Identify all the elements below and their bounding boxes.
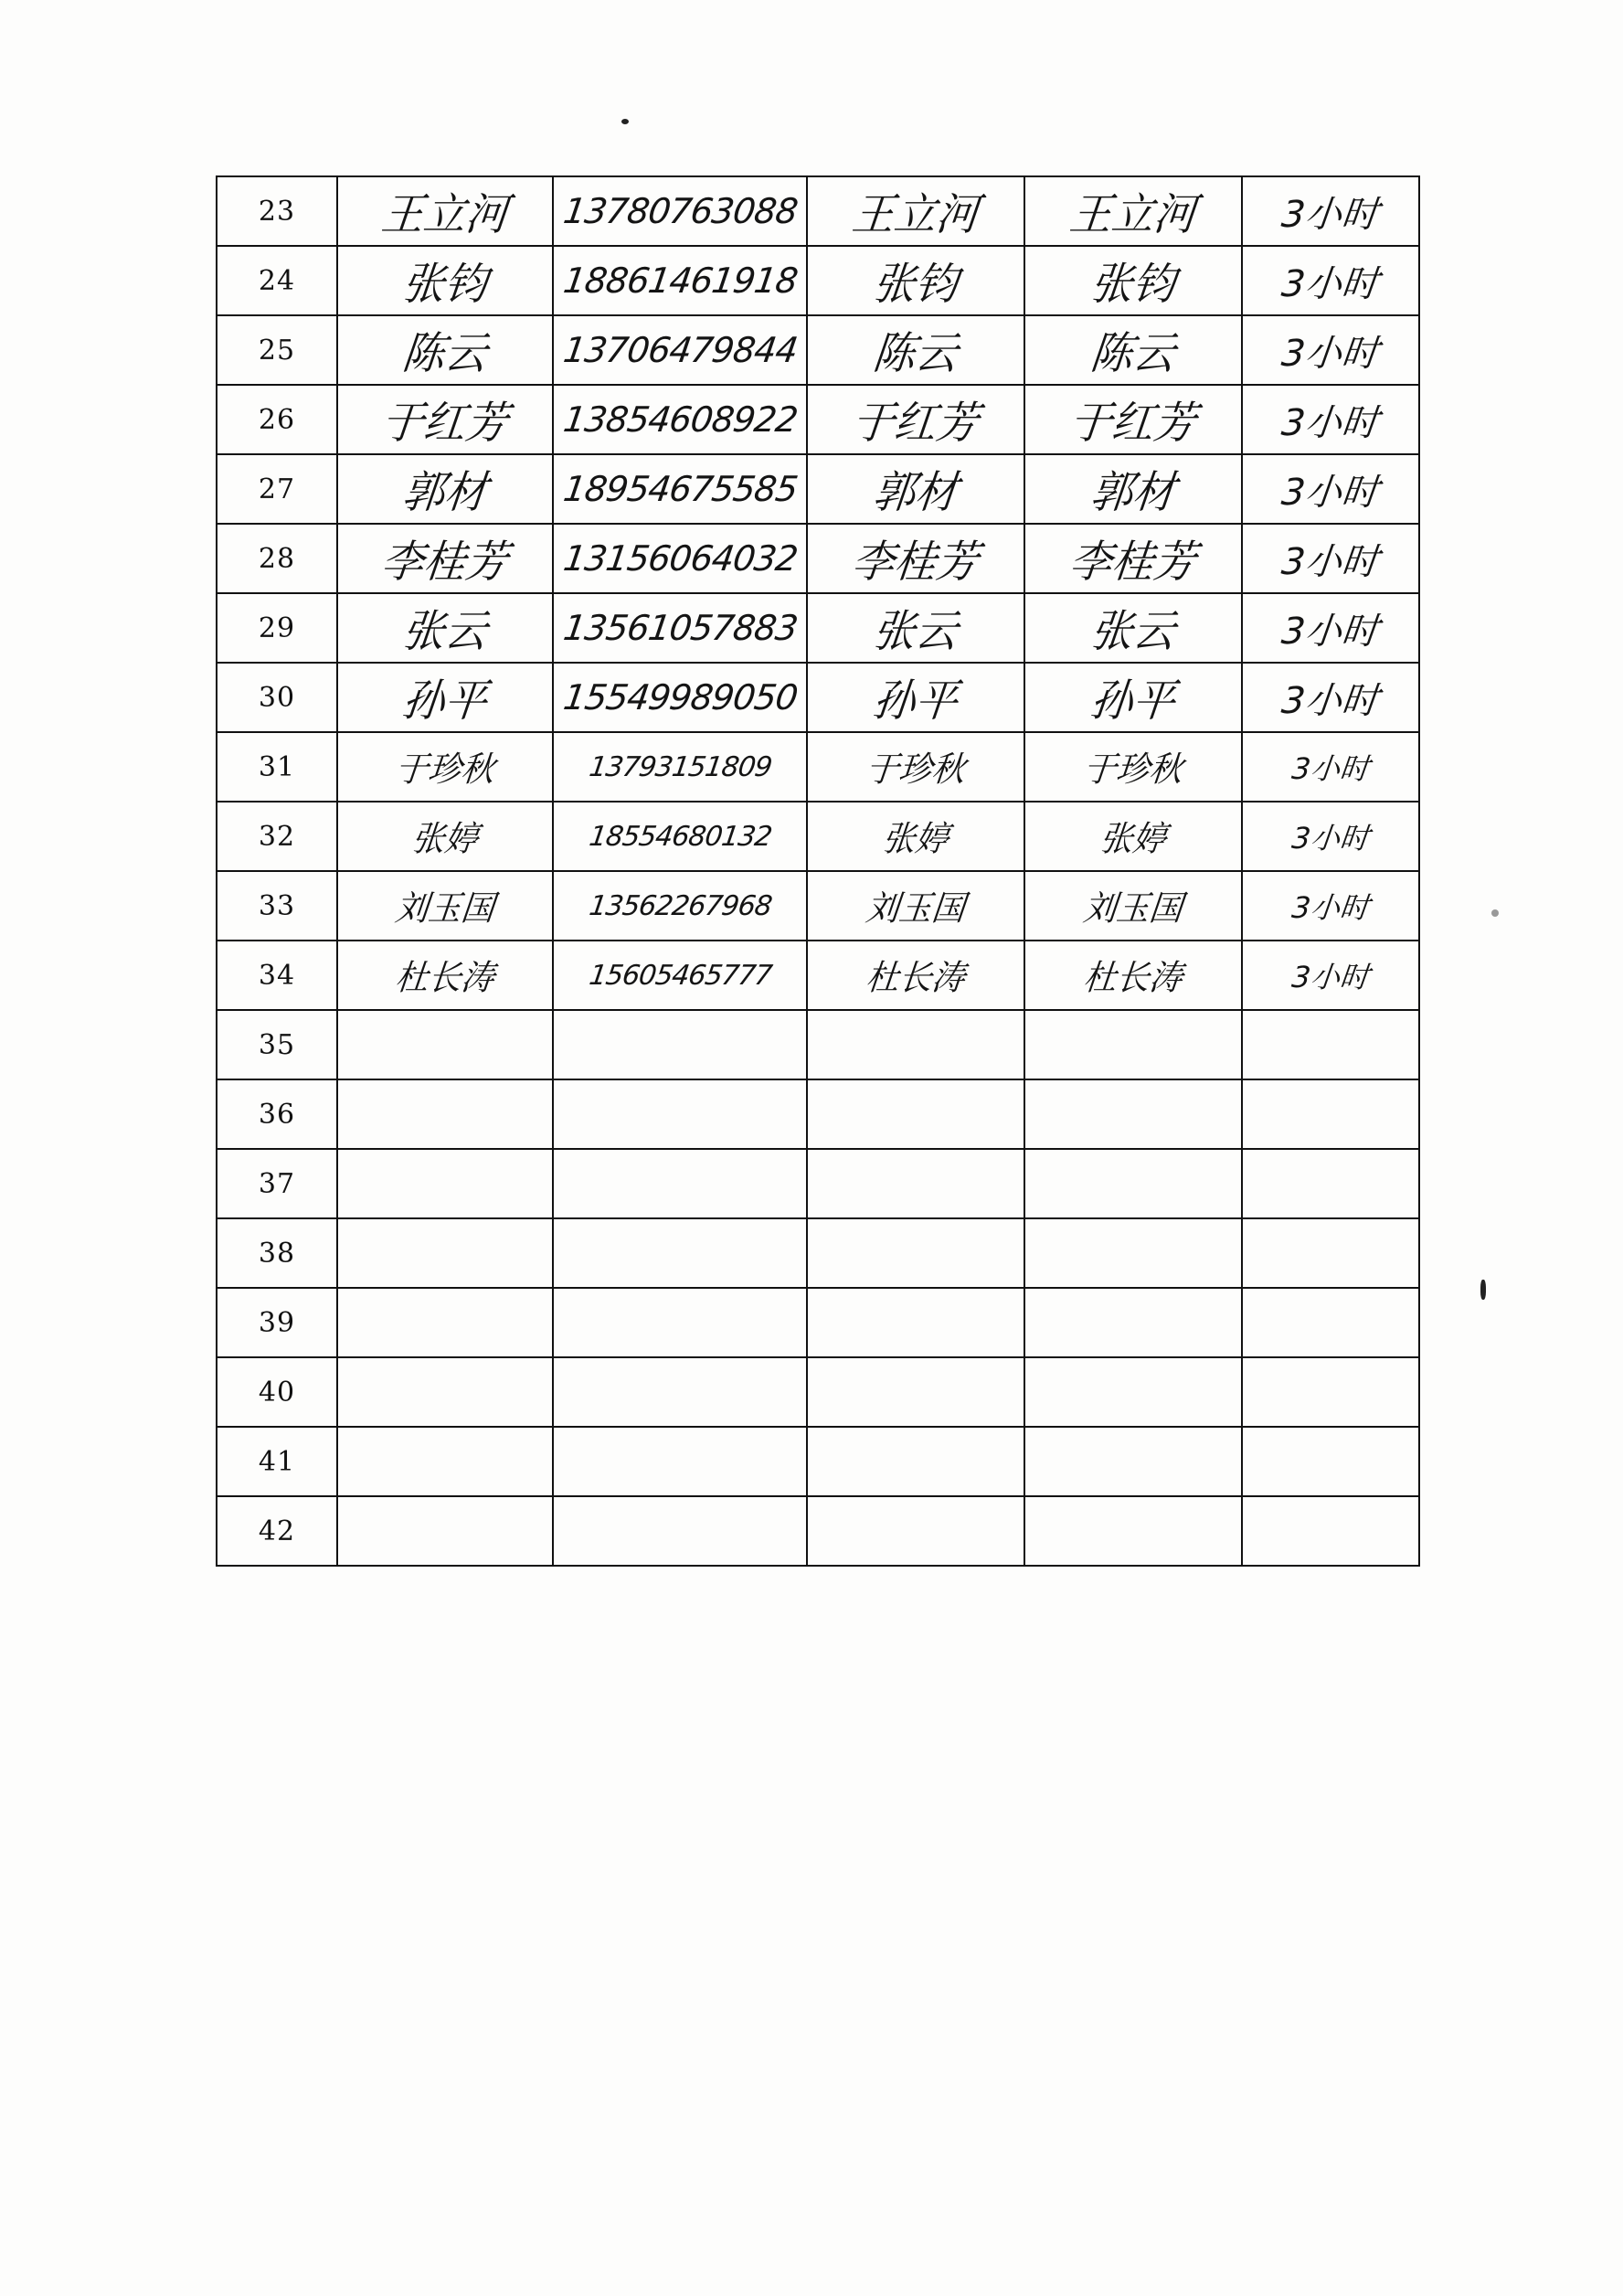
signature-cell [1024, 593, 1242, 663]
hours-cell [1242, 1149, 1419, 1218]
hours-cell [1242, 524, 1419, 593]
name-cell [337, 1218, 553, 1288]
phone-cell [553, 1288, 807, 1357]
name-text: 王立河 [378, 187, 511, 240]
phone-cell [553, 385, 807, 454]
signature-cell [1024, 1357, 1242, 1427]
signature-cell [807, 315, 1024, 385]
hours-cell [1242, 871, 1419, 941]
name-cell [337, 663, 553, 732]
signature-cell [807, 524, 1024, 593]
name-cell [337, 315, 553, 385]
phone-cell [553, 246, 807, 315]
row-number-cell: 42 [217, 1496, 337, 1566]
table-row [217, 941, 1419, 1010]
signature-cell [1024, 1010, 1242, 1079]
phone-text: 13561057883 [560, 608, 800, 648]
signature-text: 张婷 [880, 819, 950, 859]
signature-cell [1024, 1149, 1242, 1218]
name-cell [337, 1357, 553, 1427]
phone-cell [553, 1357, 807, 1427]
row-number-cell: 41 [217, 1427, 337, 1496]
hours-cell [1242, 802, 1419, 871]
table-row [217, 1357, 1419, 1427]
signature-text: 张钧 [870, 257, 960, 310]
signature-cell [807, 454, 1024, 524]
phone-text: 13854608922 [560, 399, 800, 440]
signature-cell [1024, 246, 1242, 315]
name-cell [337, 1427, 553, 1496]
hours-text: 3小时 [1289, 960, 1371, 994]
phone-cell [553, 1079, 807, 1149]
table-row [217, 593, 1419, 663]
signature-text: 杜长涛 [1081, 958, 1184, 998]
row-number-cell: 29 [217, 593, 337, 663]
row-number-cell: 36 [217, 1079, 337, 1149]
table-row [217, 176, 1419, 246]
signature-text: 郭材 [1087, 465, 1178, 518]
row-number-cell: 34 [217, 941, 337, 1010]
table-row [217, 871, 1419, 941]
table-row [217, 315, 1419, 385]
signature-cell [1024, 1079, 1242, 1149]
scan-speck [621, 119, 629, 124]
signature-cell [807, 1218, 1024, 1288]
phone-cell [553, 1149, 807, 1218]
row-number-cell: 25 [217, 315, 337, 385]
name-cell [337, 802, 553, 871]
signature-cell [807, 941, 1024, 1010]
name-cell [337, 732, 553, 802]
name-cell [337, 1149, 553, 1218]
hours-cell [1242, 1010, 1419, 1079]
signature-cell [1024, 941, 1242, 1010]
signature-text: 刘玉国 [1081, 888, 1184, 929]
phone-cell [553, 663, 807, 732]
name-cell [337, 454, 553, 524]
phone-text: 15549989050 [560, 677, 800, 718]
name-cell [337, 385, 553, 454]
hours-cell [1242, 1496, 1419, 1566]
hours-cell [1242, 1288, 1419, 1357]
signature-cell [807, 246, 1024, 315]
signature-text: 孙平 [1087, 674, 1178, 727]
signature-text: 陈云 [1087, 326, 1178, 379]
signature-text: 孙平 [870, 674, 960, 727]
phone-cell [553, 524, 807, 593]
name-text: 郭材 [399, 465, 490, 518]
table-row [217, 1288, 1419, 1357]
row-number-cell: 38 [217, 1218, 337, 1288]
phone-cell [553, 941, 807, 1010]
signature-cell [1024, 454, 1242, 524]
row-number-cell: 23 [217, 176, 337, 246]
table-row [217, 732, 1419, 802]
name-cell [337, 176, 553, 246]
row-number-cell: 26 [217, 385, 337, 454]
phone-text: 13156064032 [560, 538, 800, 579]
signature-text: 于红芳 [849, 396, 981, 449]
table-row [217, 802, 1419, 871]
hours-cell [1242, 1079, 1419, 1149]
table-row [217, 1496, 1419, 1566]
hours-cell [1242, 732, 1419, 802]
phone-cell [553, 871, 807, 941]
table-row [217, 524, 1419, 593]
hours-cell [1242, 663, 1419, 732]
phone-text: 18554680132 [587, 820, 773, 853]
name-text: 于红芳 [378, 396, 511, 449]
name-text: 李桂芳 [378, 535, 511, 588]
table-row [217, 1149, 1419, 1218]
row-number-cell: 35 [217, 1010, 337, 1079]
hours-text: 3小时 [1279, 610, 1381, 653]
hours-text: 3小时 [1279, 540, 1381, 583]
signature-cell [1024, 732, 1242, 802]
scan-speck [1491, 909, 1499, 917]
name-cell [337, 871, 553, 941]
hours-text: 3小时 [1279, 332, 1381, 375]
hours-cell [1242, 593, 1419, 663]
signature-cell [807, 802, 1024, 871]
row-number-cell: 24 [217, 246, 337, 315]
name-cell [337, 593, 553, 663]
signature-cell [807, 385, 1024, 454]
phone-text: 15605465777 [587, 959, 773, 992]
signature-cell [807, 593, 1024, 663]
signature-cell [807, 1149, 1024, 1218]
table-row [217, 454, 1419, 524]
signature-cell [1024, 1218, 1242, 1288]
signature-cell [1024, 1427, 1242, 1496]
phone-text: 18954675585 [560, 469, 800, 509]
hours-cell [1242, 385, 1419, 454]
hours-text: 3小时 [1279, 401, 1381, 444]
hours-text: 3小时 [1279, 262, 1381, 305]
signature-text: 张钧 [1087, 257, 1178, 310]
signature-text: 李桂芳 [1066, 535, 1199, 588]
name-text: 刘玉国 [393, 888, 496, 929]
row-number-cell: 40 [217, 1357, 337, 1427]
hours-text: 3小时 [1289, 751, 1371, 786]
signature-text: 杜长涛 [864, 958, 967, 998]
table-row [217, 1218, 1419, 1288]
name-text: 张云 [399, 604, 490, 657]
signature-cell [807, 871, 1024, 941]
table-row [217, 385, 1419, 454]
row-number-cell: 32 [217, 802, 337, 871]
phone-text: 13780763088 [560, 191, 800, 231]
name-text: 于珍秋 [393, 749, 496, 790]
signature-cell [807, 1010, 1024, 1079]
phone-text: 13793151809 [587, 750, 773, 783]
signature-cell [807, 176, 1024, 246]
signature-text: 于珍秋 [864, 749, 967, 790]
hours-cell [1242, 1357, 1419, 1427]
table-row [217, 246, 1419, 315]
row-number-cell: 31 [217, 732, 337, 802]
row-number-cell: 30 [217, 663, 337, 732]
hours-cell [1242, 176, 1419, 246]
name-cell [337, 246, 553, 315]
signature-cell [1024, 663, 1242, 732]
table-row [217, 1010, 1419, 1079]
name-cell [337, 1010, 553, 1079]
hours-text: 3小时 [1279, 193, 1381, 236]
name-cell [337, 1288, 553, 1357]
row-number-cell: 39 [217, 1288, 337, 1357]
hours-cell [1242, 1218, 1419, 1288]
signin-table-body [217, 176, 1419, 1566]
phone-text: 13706479844 [560, 330, 800, 370]
signature-text: 张云 [870, 604, 960, 657]
signature-text: 刘玉国 [864, 888, 967, 929]
phone-cell [553, 732, 807, 802]
signature-cell [1024, 802, 1242, 871]
signature-cell [1024, 871, 1242, 941]
hours-cell [1242, 315, 1419, 385]
hours-text: 3小时 [1289, 890, 1371, 925]
hours-cell [1242, 941, 1419, 1010]
signature-cell [807, 1496, 1024, 1566]
phone-text: 13562267968 [587, 889, 773, 922]
signature-cell [1024, 1288, 1242, 1357]
name-text: 张婷 [409, 819, 480, 859]
phone-cell [553, 802, 807, 871]
phone-cell [553, 1010, 807, 1079]
name-cell [337, 941, 553, 1010]
name-text: 孙平 [399, 674, 490, 727]
phone-text: 18861461918 [560, 260, 800, 301]
hours-text: 3小时 [1279, 679, 1381, 722]
signature-cell [1024, 1496, 1242, 1566]
signature-text: 郭材 [870, 465, 960, 518]
name-cell [337, 1079, 553, 1149]
signature-cell [1024, 176, 1242, 246]
signature-text: 王立河 [849, 187, 981, 240]
name-text: 陈云 [399, 326, 490, 379]
row-number-cell: 33 [217, 871, 337, 941]
table-row [217, 1427, 1419, 1496]
signature-cell [1024, 315, 1242, 385]
signature-text: 张婷 [1098, 819, 1168, 859]
row-number-cell: 28 [217, 524, 337, 593]
signin-table [216, 175, 1420, 1567]
signature-text: 张云 [1087, 604, 1178, 657]
phone-cell [553, 1496, 807, 1566]
phone-cell [553, 176, 807, 246]
signature-text: 陈云 [870, 326, 960, 379]
table-row [217, 663, 1419, 732]
signature-cell [1024, 524, 1242, 593]
signature-cell [807, 663, 1024, 732]
signature-cell [807, 1427, 1024, 1496]
signature-text: 于珍秋 [1081, 749, 1184, 790]
signature-cell [807, 1357, 1024, 1427]
phone-cell [553, 593, 807, 663]
name-cell [337, 524, 553, 593]
phone-cell [553, 1427, 807, 1496]
phone-cell [553, 454, 807, 524]
hours-cell [1242, 454, 1419, 524]
row-number-cell: 27 [217, 454, 337, 524]
hours-text: 3小时 [1289, 821, 1371, 856]
row-number-cell: 37 [217, 1149, 337, 1218]
scan-speck [1480, 1280, 1486, 1300]
signature-cell [807, 1288, 1024, 1357]
hours-text: 3小时 [1279, 471, 1381, 514]
signature-cell [807, 1079, 1024, 1149]
signature-text: 于红芳 [1066, 396, 1199, 449]
name-text: 张钧 [399, 257, 490, 310]
signature-cell [807, 732, 1024, 802]
table-row [217, 1079, 1419, 1149]
name-text: 杜长涛 [393, 958, 496, 998]
phone-cell [553, 315, 807, 385]
signature-text: 王立河 [1066, 187, 1199, 240]
hours-cell [1242, 246, 1419, 315]
hours-cell [1242, 1427, 1419, 1496]
signature-cell [1024, 385, 1242, 454]
phone-cell [553, 1218, 807, 1288]
name-cell [337, 1496, 553, 1566]
signature-text: 李桂芳 [849, 535, 981, 588]
